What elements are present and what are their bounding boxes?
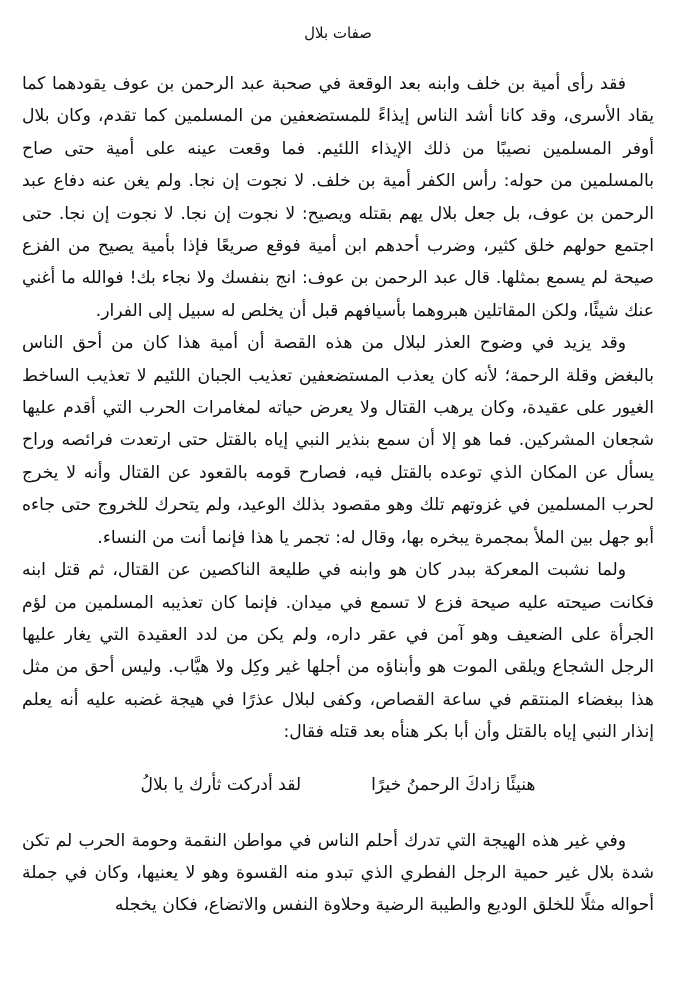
- paragraph-2: وقد يزيد في وضوح العذر لبلال من هذه القصة أن أمية هذا كان من أحق الناس بالبغض وقلة الرحمة؛ لأنه كان يعذب المستضعفين تعذيب الجبان اللئيم لا تعذيب الساخط الغيور على عقيدة، وكان يرهب القتال ولا يعرض حياته لمغامرات الحرب التي أقدم عليها شجعان المشركين. فما هو إلا أن سمع بنذير النبي إياه بالقتل حتى ارتعدت فرائصه وراح يسأل عن المكان الذي توعده بالقتل فيه، فصارح قومه بالقعود عن القتال وأنه لا يخرج لحرب المسلمين في غزوتهم تلك وهو مقصود بذلك الوعيد، ولم يتحرك للخروج حتى جاءه أبو جهل بين الملأ بمجمرة يبخره بها، وقال له: تجمر يا هذا فإنما أنت من النساء.: [22, 333, 654, 548]
- poem-verse: [22, 775, 654, 795]
- verse-hemistich-second: لقد أدركت ثأرك يا بلالُ: [140, 774, 302, 795]
- paragraph-4: وفي غير هذه الهيجة التي تدرك أحلم الناس في مواطن النقمة وحومة الحرب لم تكن شدة بلال غير حمية الرجل الفطري الذي تبدو منه القسوة وهو لا يعنيها، وكان في جملة أحواله مثلًا للخلق الوديع والطيبة الرضية وحلاوة النفس والاتضاع، فكان يخجله: [22, 830, 654, 916]
- verse-hemistich-first: هنيئًا زادكَ الرحمنُ خيرًا: [371, 774, 536, 795]
- paragraph-3: ولما نشبت المعركة ببدر كان هو وابنه في طليعة الناكصين عن القتال، ثم قتل ابنه فكانت صيحته عليه صيحة فزع لا تسمع في ميدان. فإنما كان تعذيبه المسلمين من لؤم الجرأة على الضعيف وهو آمن في عقر داره، ولم يكن من لدد العقيدة التي يغار عليها الرجل الشجاع ويلقى الموت هو وأبناؤه من أجلها غير وكِل ولا هيَّاب. وليس أحق من مثل هذا ببغضاء المنتقم في ساعة القصاص، وكفى لبلال عذرًا في هيجة غضبه عليه أنه يعلم إنذار النبي إياه بالقتل وأن أبا بكر هنأه بعد قتله فقال:: [22, 560, 654, 743]
- paragraph-1: فقد رأى أمية بن خلف وابنه بعد الوقعة في صحبة عبد الرحمن بن عوف يقودهما كما يقاد الأسرى، وقد كانا أشد الناس إيذاءً للمستضعفين من المسلمين كما تقدم، وكان بلال أوفر المسلمين نصيبًا من ذلك الإيذاء اللئيم. فما وقعت عينه على أمية حتى صاح بالمسلمين من حوله: رأس الكفر أمية بن خلف. لا نجوت إن نجا. ولم يغن عنه دفاع عبد الرحمن بن عوف، بل جعل بلال يهم بقتله ويصيح: لا نجوت إن نجا. لا نجوت إن نجا. حتى اجتمع حولهم خلق كثير، وضرب أحدهم ابن أمية فوقع صريعًا فإذا بأمية يصيح من الفزع صيحة لم يسمع بمثلها. قال عبد الرحمن بن عوف: انج بنفسك ولا نجاء بك! فوالله ما أغني عنك شيئًا، ولكن المقاتلين هبروهما بأسيافهم قبل أن يخلص له سبيل إلى الفرار.: [22, 74, 654, 321]
- running-header-title: صفات بلال: [304, 24, 372, 42]
- body-text: [22, 68, 654, 922]
